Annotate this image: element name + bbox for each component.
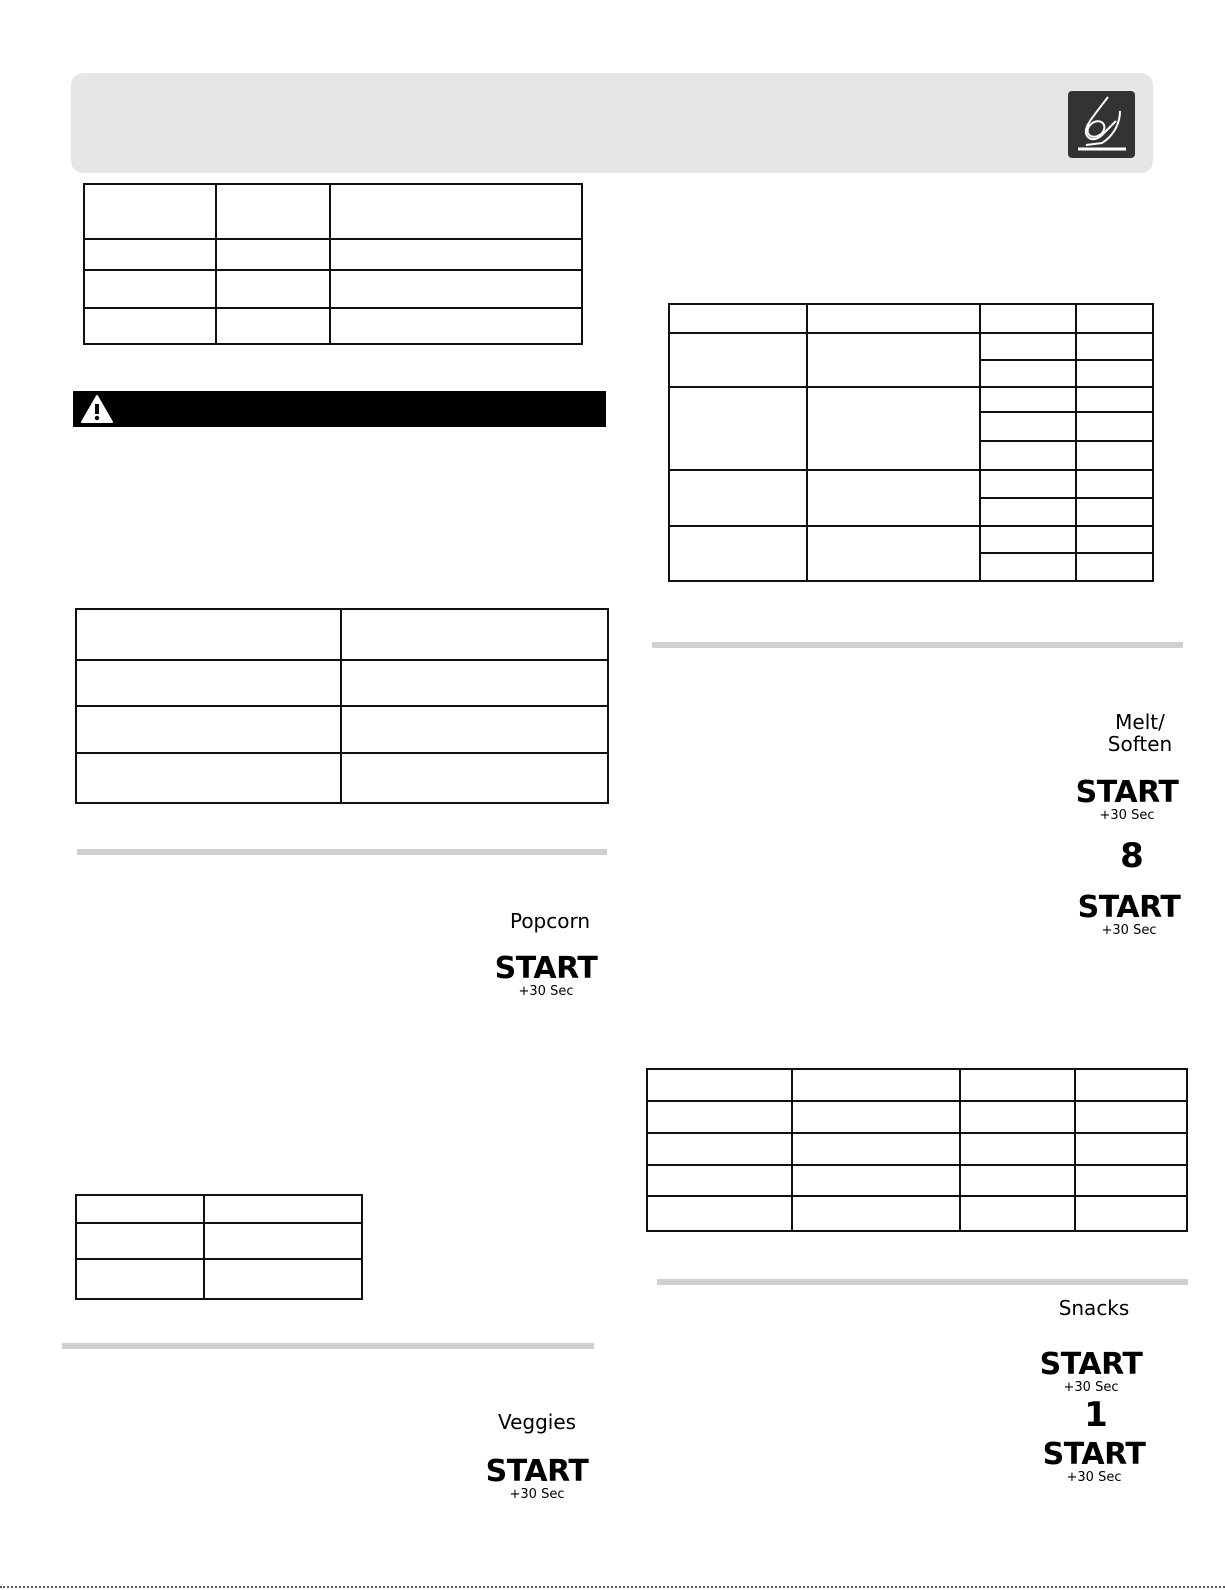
page-bottom-rule — [0, 1586, 1225, 1590]
melt-label-line1: Melt/ — [1115, 710, 1165, 734]
table-row — [84, 239, 582, 270]
start-sub-label: +30 Sec — [518, 984, 574, 999]
start-label: START — [494, 951, 598, 986]
table-row — [76, 1195, 362, 1223]
table-row — [76, 753, 608, 803]
number-key-8[interactable]: 8 — [1120, 836, 1144, 876]
table-lower-right — [646, 1068, 1188, 1232]
veggies-button[interactable]: Veggies — [497, 1410, 577, 1434]
start-button[interactable] — [1031, 1347, 1151, 1395]
table-row — [669, 526, 1153, 553]
table-mid-left — [75, 608, 609, 804]
start-button[interactable] — [1067, 775, 1187, 823]
start-sub-label: +30 Sec — [1099, 808, 1155, 823]
table-lower-left — [75, 1194, 363, 1300]
start-label: START — [485, 1454, 589, 1489]
table-row — [647, 1101, 1187, 1133]
start-sub-label: +30 Sec — [1063, 1380, 1119, 1395]
table-row — [76, 706, 608, 753]
touch-finger-icon — [1068, 91, 1135, 158]
number-key-1[interactable]: 1 — [1084, 1395, 1108, 1435]
table-row — [84, 184, 582, 239]
start-label: START — [1042, 1437, 1146, 1472]
popcorn-button[interactable]: Popcorn — [509, 909, 591, 933]
table-top-left — [83, 183, 583, 345]
section-divider — [77, 849, 607, 855]
table-row — [76, 1223, 362, 1259]
table-row — [647, 1069, 1187, 1101]
table-row — [647, 1133, 1187, 1165]
melt-soften-button[interactable] — [1090, 711, 1190, 755]
table-row — [647, 1165, 1187, 1196]
warning-icon — [79, 393, 115, 425]
section-header-bar — [71, 73, 1153, 173]
table-row — [84, 270, 582, 308]
warning-bar — [73, 391, 606, 427]
start-sub-label: +30 Sec — [1101, 923, 1157, 938]
section-divider — [657, 1279, 1188, 1285]
table-row — [669, 304, 1153, 333]
table-row — [669, 333, 1153, 360]
start-button[interactable] — [486, 951, 606, 999]
table-row — [647, 1196, 1187, 1231]
table-row — [84, 308, 582, 344]
table-row — [669, 470, 1153, 498]
section-divider — [652, 642, 1183, 648]
start-label: START — [1039, 1347, 1143, 1382]
melt-label-line2: Soften — [1107, 732, 1173, 756]
start-label: START — [1075, 775, 1179, 810]
start-button[interactable] — [1034, 1437, 1154, 1485]
table-top-right — [668, 303, 1154, 582]
start-sub-label: +30 Sec — [509, 1487, 565, 1502]
section-divider — [62, 1343, 594, 1349]
start-label: START — [1077, 890, 1181, 925]
start-sub-label: +30 Sec — [1066, 1470, 1122, 1485]
table-row — [76, 609, 608, 660]
start-button[interactable] — [477, 1454, 597, 1502]
snacks-button[interactable]: Snacks — [1058, 1296, 1130, 1320]
table-row — [669, 387, 1153, 412]
table-row — [76, 660, 608, 706]
table-row — [76, 1259, 362, 1299]
start-button[interactable] — [1069, 890, 1189, 938]
